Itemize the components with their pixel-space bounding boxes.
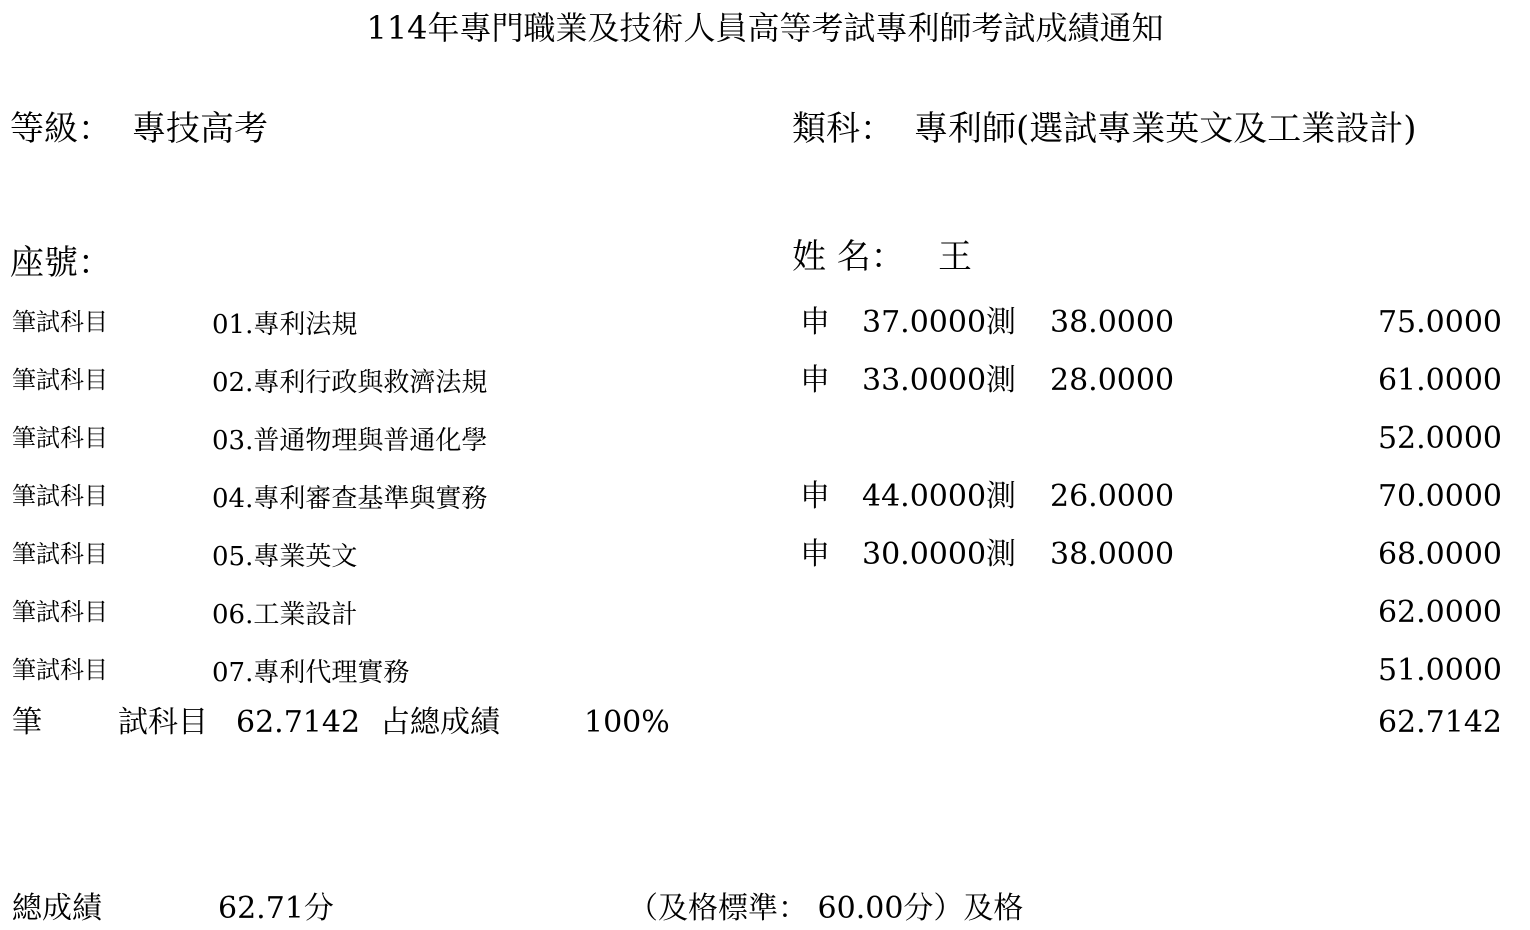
summary-weighted-total: 62.7142: [1377, 705, 1502, 740]
subject-name: 04.專利審查基準與實務: [212, 484, 488, 514]
grade-label: 等級：: [10, 109, 112, 149]
summary-weight-label: 占總成績: [380, 705, 500, 740]
subject-total: 75.0000: [1377, 305, 1502, 340]
row-label: 筆試科目: [12, 656, 108, 684]
ce-score: 26.0000: [1050, 479, 1175, 514]
shen-score: 44.0000: [862, 479, 987, 514]
name-value: 王: [938, 237, 972, 277]
grade-value: 專技高考: [132, 109, 268, 149]
summary-weight: 100%: [584, 705, 670, 740]
row-label: 筆試科目: [12, 540, 108, 568]
summary-label-a: 筆: [12, 705, 42, 740]
subject-name: 02.專利行政與救濟法規: [212, 368, 488, 398]
subject-total: 68.0000: [1377, 537, 1502, 572]
subject-total: 61.0000: [1377, 363, 1502, 398]
row-label: 筆試科目: [12, 308, 108, 336]
document-title: 114年專門職業及技術人員高等考試專利師考試成績通知: [366, 9, 1164, 47]
ce-label: 測: [986, 363, 1016, 398]
shen-score: 30.0000: [862, 537, 987, 572]
summary-label-b: 試科目: [118, 705, 208, 740]
row-label: 筆試科目: [12, 482, 108, 510]
overall-score: 62.71分: [218, 891, 334, 926]
shen-label: 申: [800, 305, 830, 340]
subject-total: 62.0000: [1377, 595, 1502, 630]
ce-score: 38.0000: [1050, 305, 1175, 340]
subject-total: 52.0000: [1377, 421, 1502, 456]
row-label: 筆試科目: [12, 424, 108, 452]
ce-score: 38.0000: [1050, 537, 1175, 572]
subject-total: 70.0000: [1377, 479, 1502, 514]
shen-score: 33.0000: [862, 363, 987, 398]
subject-total: 51.0000: [1377, 653, 1502, 688]
shen-score: 37.0000: [862, 305, 987, 340]
subject-name: 05.專業英文: [212, 542, 358, 572]
summary-average: 62.7142: [236, 705, 361, 740]
ce-label: 測: [986, 305, 1016, 340]
passing-standard: （及格標準： 60.00分）及格: [628, 891, 1024, 926]
subject-name: 06.工業設計: [212, 600, 358, 630]
subject-name: 01.專利法規: [212, 310, 358, 340]
ce-score: 28.0000: [1050, 363, 1175, 398]
subject-name: 07.專利代理實務: [212, 658, 410, 688]
shen-label: 申: [800, 537, 830, 572]
category-label: 類科：: [792, 109, 894, 149]
category-value: 專利師(選試專業英文及工業設計): [914, 109, 1417, 149]
shen-label: 申: [800, 363, 830, 398]
seat-label: 座號：: [10, 243, 112, 283]
row-label: 筆試科目: [12, 366, 108, 394]
overall-label: 總成績: [12, 891, 102, 926]
ce-label: 測: [986, 537, 1016, 572]
row-label: 筆試科目: [12, 598, 108, 626]
name-label: 姓 名：: [792, 237, 905, 277]
ce-label: 測: [986, 479, 1016, 514]
subject-name: 03.普通物理與普通化學: [212, 426, 488, 456]
shen-label: 申: [800, 479, 830, 514]
